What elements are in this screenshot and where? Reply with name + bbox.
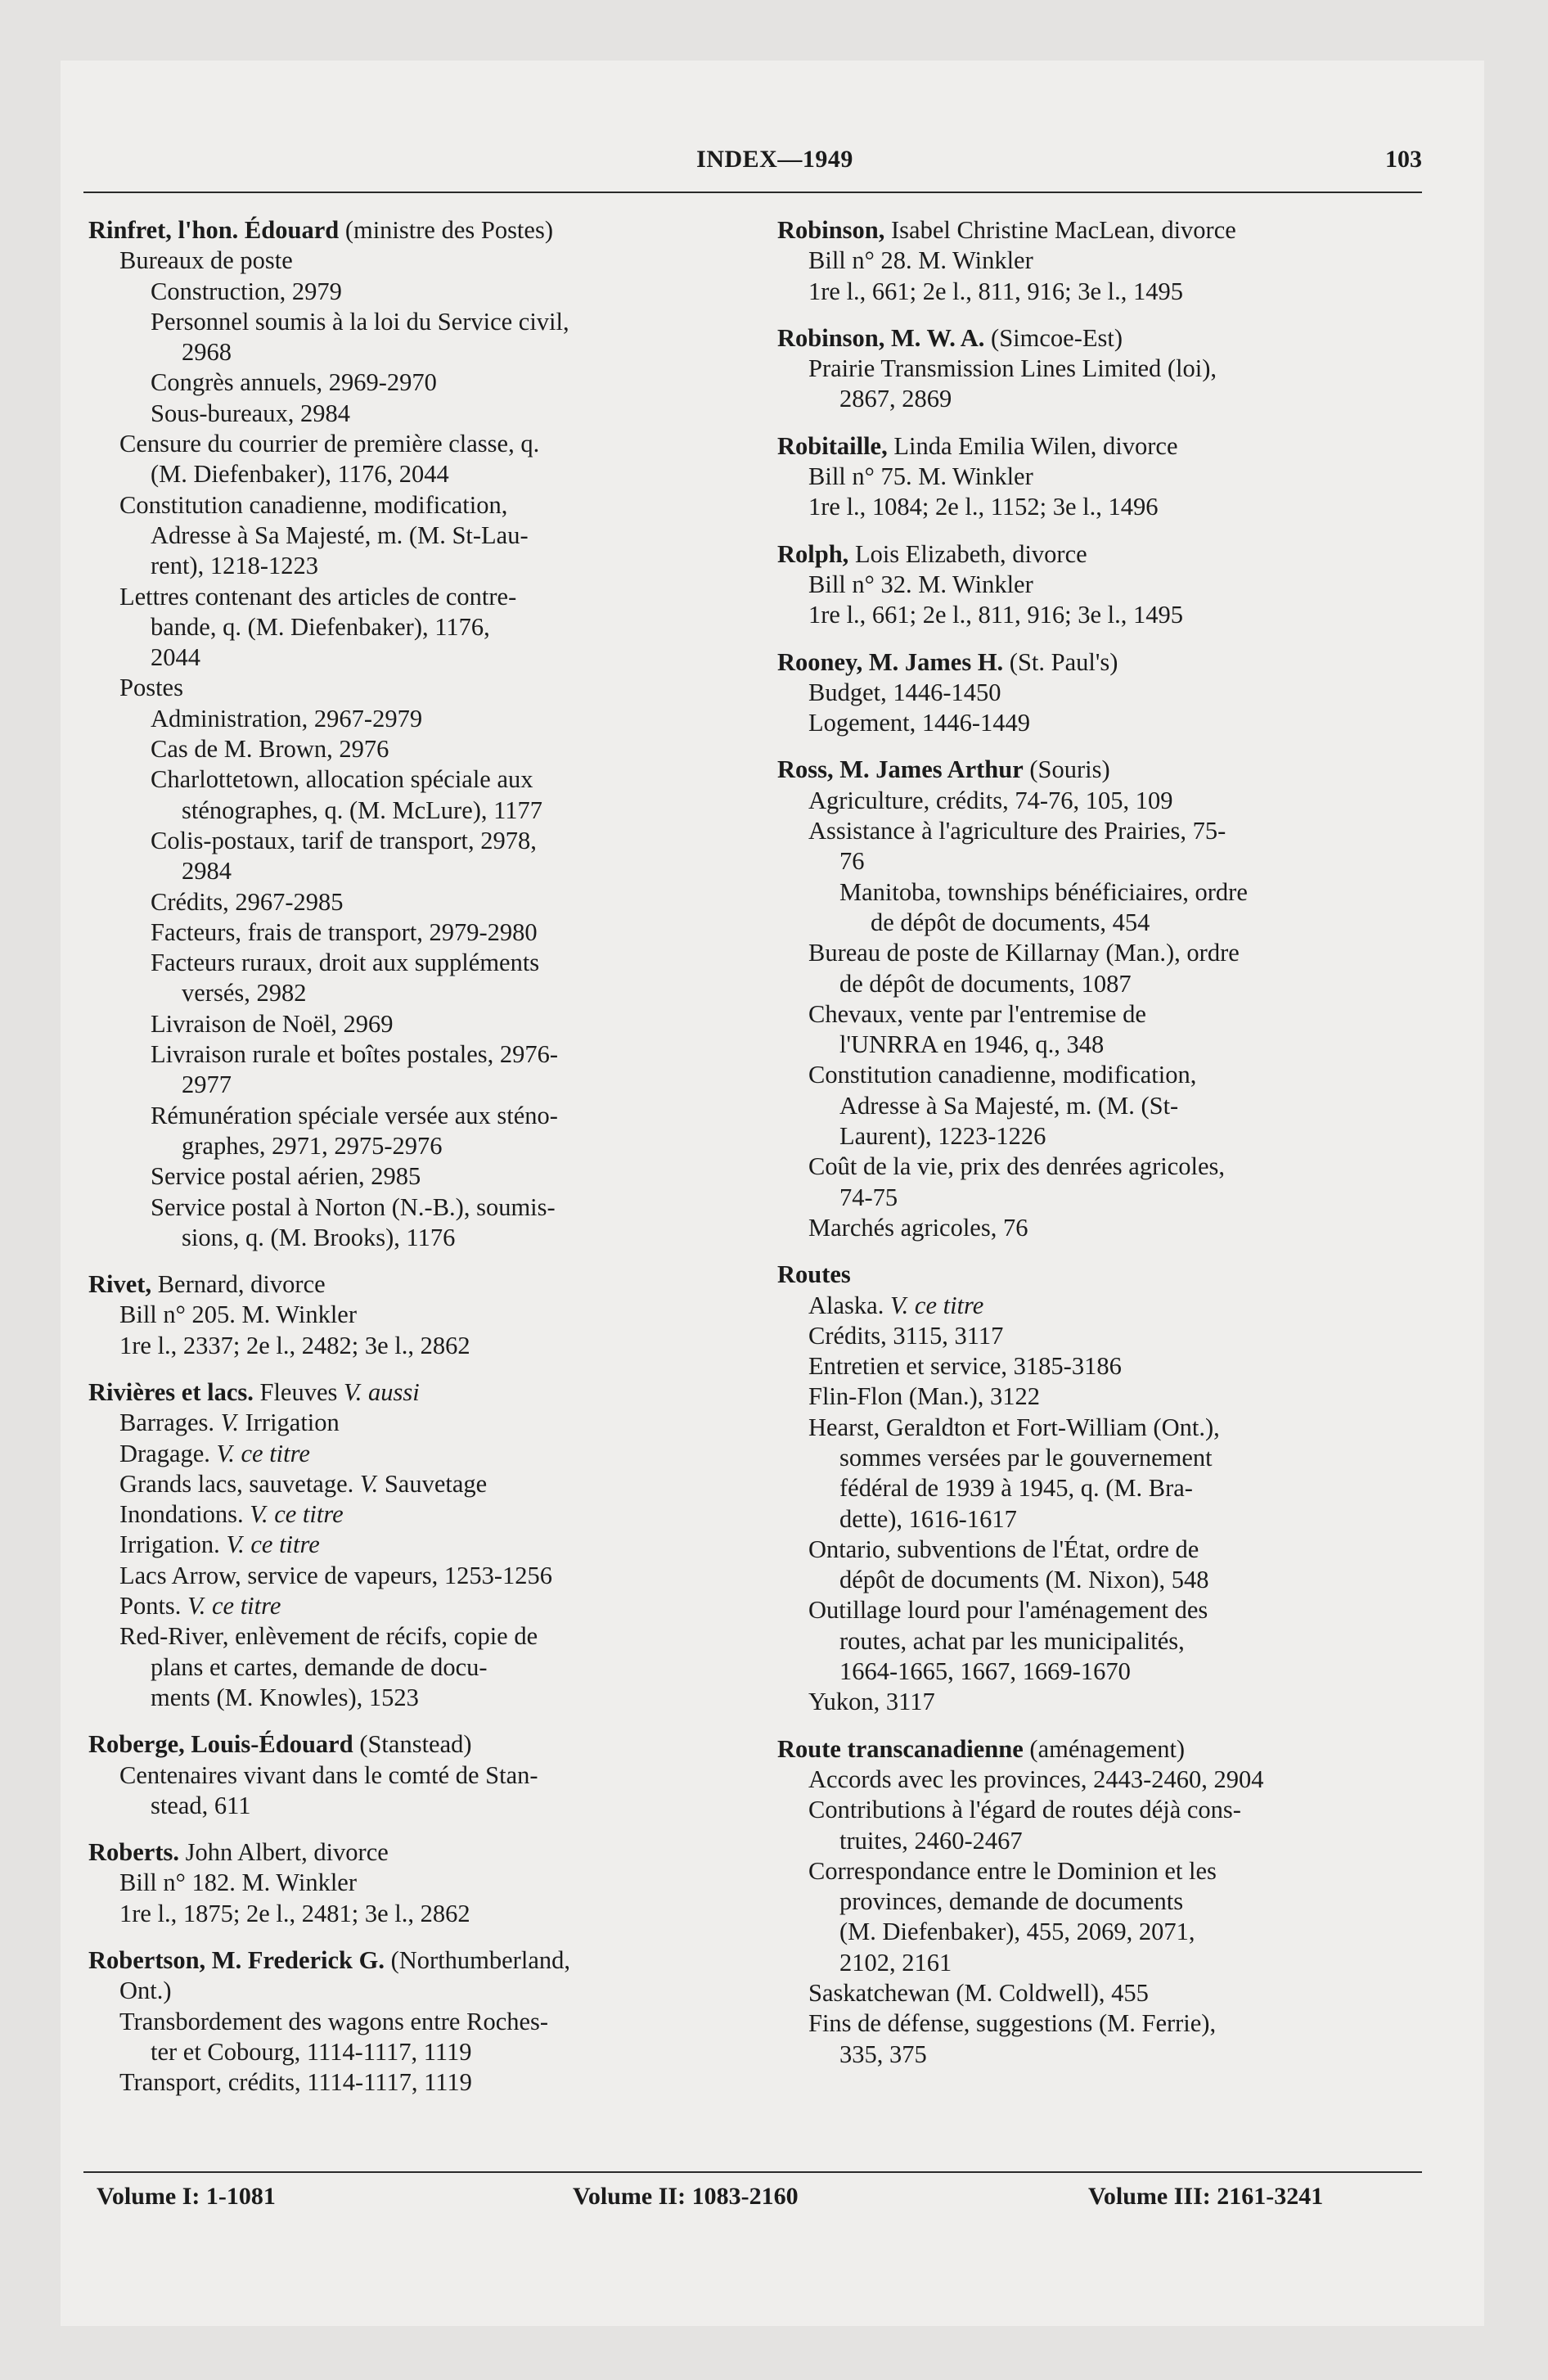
entry-text: Crédits, 3115, 3117 (808, 1321, 1004, 1350)
entry-text: Agriculture, crédits, 74-76, 105, 109 (808, 786, 1173, 814)
entry-text: Livraison rurale et boîtes postales, 2976- (151, 1040, 559, 1069)
entry-heading: Robinson, (777, 216, 885, 244)
entry-text: Bernard, divorce (151, 1270, 326, 1299)
entry-heading-line (777, 539, 1424, 570)
entry-text: Service postal à Norton (N.-B.), soumis- (151, 1192, 556, 1221)
entry-text: Charlottetown, allocation spéciale aux (151, 765, 533, 794)
entry-text: (M. Diefenbaker), 455, 2069, 2071, (839, 1918, 1195, 1946)
entry-text: (Simcoe-Est) (984, 323, 1123, 352)
entry-heading: Rivet, (88, 1270, 152, 1299)
entry-heading-line (777, 215, 1424, 246)
entry-text: Flin-Flon (Man.), 3122 (808, 1382, 1040, 1411)
entry-line (777, 1565, 1424, 1595)
entry-text: Facteurs, frais de transport, 2979-2980 (151, 917, 538, 946)
entry-text: Red-River, enlèvement de récifs, copie de (119, 1622, 538, 1651)
entry-line (88, 1791, 735, 1821)
entry-line (777, 1091, 1424, 1121)
entry-line (88, 1760, 735, 1791)
entry-text: (M. Diefenbaker), 1176, 2044 (151, 460, 449, 489)
entry-line (88, 490, 735, 521)
entry-heading: Rivières et lacs. (88, 1377, 254, 1406)
entry-text: ter et Cobourg, 1114-1117, 1119 (151, 2037, 472, 2066)
entry-line (777, 1183, 1424, 1213)
entry-text: rent), 1218-1223 (151, 552, 318, 580)
entry-line (88, 1070, 735, 1100)
entry-heading: Roberge, Louis-Édouard (88, 1730, 353, 1759)
entry-line (777, 384, 1424, 414)
entry-text: Logement, 1446-1449 (808, 709, 1031, 737)
entry-text: 2968 (182, 338, 232, 367)
entry-line (777, 1121, 1424, 1152)
index-entry (88, 1269, 735, 1361)
entry-heading-line (777, 755, 1424, 785)
entry-text: Bill n° 205. M. Winkler (119, 1300, 357, 1329)
entry-line (777, 1413, 1424, 1443)
entry-line (777, 1948, 1424, 1978)
entry-line (777, 1152, 1424, 1182)
entry-line (88, 307, 735, 337)
entry-text: Congrès annuels, 2969-2970 (151, 368, 437, 397)
entry-text: Alaska. (808, 1291, 884, 1319)
cross-reference: V. (353, 1469, 379, 1498)
entry-text: Laurent), 1223-1226 (839, 1122, 1046, 1151)
entry-heading-line (777, 323, 1424, 354)
entry-line (88, 978, 735, 1008)
entry-heading-line (777, 431, 1424, 462)
entry-text: Barrages. (119, 1409, 215, 1437)
entry-line (88, 642, 735, 673)
entry-line (88, 521, 735, 551)
entry-line (88, 1469, 735, 1499)
entry-text: Outillage lourd pour l'aménagement des (808, 1596, 1208, 1625)
header-rule (83, 192, 1422, 193)
index-column-right (777, 215, 1424, 2086)
index-entry (777, 215, 1424, 307)
entry-text: Isabel Christine MacLean, divorce (884, 216, 1236, 244)
entry-text: 1re l., 1875; 2e l., 2481; 3e l., 2862 (119, 1899, 470, 1927)
entry-text: ments (M. Knowles), 1523 (151, 1683, 419, 1711)
entry-text: Bill n° 32. M. Winkler (808, 570, 1033, 598)
entry-line (88, 1561, 735, 1591)
entry-line (777, 1856, 1424, 1886)
entry-text: (ministre des Postes) (339, 216, 553, 244)
page-title: INDEX—1949 (696, 146, 853, 173)
entry-line (777, 570, 1424, 600)
entry-heading-line (777, 1260, 1424, 1290)
entry-line (88, 277, 735, 307)
entry-line (777, 354, 1424, 384)
cross-reference: V. (214, 1409, 239, 1437)
entry-line (777, 1213, 1424, 1243)
entry-line (777, 1060, 1424, 1090)
index-entry (88, 1377, 735, 1713)
entry-heading: Robitaille, (777, 431, 888, 460)
cross-reference: V. ce titre (884, 1291, 984, 1319)
entry-line (777, 1473, 1424, 1503)
entry-line (777, 1382, 1424, 1412)
entry-line (88, 796, 735, 826)
entry-line (777, 846, 1424, 877)
entry-text: Bill n° 28. M. Winkler (808, 246, 1033, 275)
entry-text: 1re l., 2337; 2e l., 2482; 3e l., 2862 (119, 1331, 470, 1359)
cross-reference: V. ce titre (181, 1592, 281, 1620)
index-entry (88, 1837, 735, 1929)
entry-text: de dépôt de documents, 454 (871, 908, 1150, 936)
entry-line (777, 969, 1424, 999)
entry-text: Yukon, 3117 (808, 1688, 935, 1716)
entry-line (777, 1443, 1424, 1473)
entry-line (777, 908, 1424, 938)
entry-heading-line (777, 1734, 1424, 1765)
entry-line (777, 1351, 1424, 1382)
index-entry (88, 1945, 735, 2098)
entry-text: fédéral de 1939 à 1945, q. (M. Bra- (839, 1474, 1193, 1503)
entry-text: 2977 (182, 1071, 232, 1099)
entry-heading: Rolph, (777, 539, 849, 568)
entry-line (88, 399, 735, 429)
entry-line (777, 1917, 1424, 1947)
entry-text: Construction, 2979 (151, 277, 342, 305)
entry-text: routes, achat par les municipalités, (839, 1626, 1185, 1655)
entry-line (88, 1131, 735, 1161)
entry-text: Fleuves (253, 1377, 338, 1406)
entry-text: Assistance à l'agriculture des Prairies, 75- (808, 817, 1226, 845)
entry-text: Rémunération spéciale versée aux sténo- (151, 1101, 558, 1129)
entry-text: plans et cartes, demande de docu- (151, 1652, 488, 1681)
footer-volume-2: Volume II: 1083-2160 (573, 2183, 799, 2210)
entry-text: Lois Elizabeth, divorce (848, 539, 1087, 568)
entry-text: 76 (839, 847, 865, 876)
entry-heading: Routes (777, 1260, 851, 1289)
entry-line (777, 2040, 1424, 2070)
entry-text: sténographes, q. (M. McLure), 1177 (182, 796, 543, 824)
entry-line (88, 1331, 735, 1361)
entry-text: 335, 375 (839, 2040, 927, 2068)
entry-text: Bureaux de poste (119, 246, 293, 275)
entry-text: Bureau de poste de Killarnay (Man.), ordre (808, 939, 1240, 967)
index-entry (777, 323, 1424, 415)
entry-text: Chevaux, vente par l'entremise de (808, 999, 1146, 1028)
entry-text: Lettres contenant des articles de contre- (119, 582, 517, 611)
entry-line (88, 367, 735, 398)
entry-line (88, 1408, 735, 1438)
entry-heading: Rooney, M. James H. (777, 647, 1004, 676)
entry-line (777, 1535, 1424, 1565)
entry-line (88, 826, 735, 856)
entry-line (88, 856, 735, 886)
entry-line (88, 1161, 735, 1192)
entry-text: Ontario, subventions de l'État, ordre de (808, 1535, 1199, 1563)
footer-volume-3: Volume III: 2161-3241 (1088, 2183, 1324, 2210)
entry-line (777, 877, 1424, 908)
entry-text: 2102, 2161 (839, 1948, 952, 1977)
page-header (128, 146, 1422, 185)
index-entry (88, 215, 735, 1253)
entry-line (777, 999, 1424, 1030)
entry-text: Cas de M. Brown, 2976 (151, 735, 389, 764)
entry-text: Censure du courrier de première classe, q. (119, 430, 540, 458)
index-entry (777, 1260, 1424, 1717)
entry-line (88, 887, 735, 917)
entry-line (88, 1223, 735, 1253)
entry-line (88, 1499, 735, 1530)
entry-line (88, 2007, 735, 2037)
entry-heading-line (88, 1945, 735, 1976)
entry-text: 1re l., 661; 2e l., 811, 916; 3e l., 1495 (808, 277, 1184, 305)
entry-line (88, 734, 735, 764)
entry-text: Hearst, Geraldton et Fort-William (Ont.), (808, 1413, 1220, 1441)
entry-line (777, 277, 1424, 307)
cross-reference-target: Irrigation (238, 1409, 340, 1437)
page-number: 103 (1385, 146, 1422, 173)
entry-line (88, 612, 735, 642)
entry-line (777, 246, 1424, 276)
entry-text: (Souris) (1023, 755, 1110, 784)
entry-text: stead, 611 (151, 1791, 251, 1819)
entry-text: 1re l., 661; 2e l., 811, 916; 3e l., 1495 (808, 601, 1184, 629)
entry-line (88, 1530, 735, 1560)
entry-line (777, 938, 1424, 968)
entry-text: Dragage. (119, 1439, 210, 1467)
entry-text: Facteurs ruraux, droit aux suppléments (151, 949, 540, 977)
entry-line (88, 1009, 735, 1039)
cross-reference: V. ce titre (219, 1530, 320, 1559)
entry-text: Transport, crédits, 1114-1117, 1119 (119, 2068, 472, 2097)
entry-text: Transbordement des wagons entre Roches- (119, 2007, 549, 2035)
entry-line (88, 2067, 735, 2098)
entry-text: Fins de défense, suggestions (M. Ferrie), (808, 2009, 1217, 2038)
entry-line (88, 459, 735, 489)
entry-text: 74-75 (839, 1183, 898, 1211)
entry-text: John Albert, divorce (178, 1838, 389, 1867)
entry-text: Inondations. (119, 1500, 244, 1529)
entry-text: Contributions à l'égard de routes déjà cons- (808, 1796, 1241, 1824)
entry-text: Coût de la vie, prix des denrées agricoles, (808, 1152, 1226, 1181)
entry-heading: Rinfret, l'hon. Édouard (88, 216, 340, 244)
entry-text: Personnel soumis à la loi du Service civil, (151, 307, 569, 336)
entry-text: Crédits, 2967-2985 (151, 887, 344, 916)
entry-text: Constitution canadienne, modification, (119, 490, 508, 519)
entry-line (777, 786, 1424, 816)
entry-heading: Ross, M. James Arthur (777, 755, 1024, 784)
entry-line (777, 462, 1424, 492)
entry-text: Manitoba, townships bénéficiaires, ordre (839, 877, 1248, 906)
entry-line (777, 1595, 1424, 1625)
entry-line (777, 1687, 1424, 1717)
entry-line (777, 1886, 1424, 1917)
entry-heading: Roberts. (88, 1838, 179, 1867)
entry-line (777, 1978, 1424, 2008)
cross-reference-target: Sauvetage (378, 1469, 488, 1498)
entry-text: Grands lacs, sauvetage. (119, 1469, 354, 1498)
entry-line (777, 1626, 1424, 1657)
entry-text: Linda Emilia Wilen, divorce (887, 431, 1178, 460)
entry-text: (Stanstead) (353, 1730, 472, 1759)
entry-line (88, 1439, 735, 1469)
entry-heading-line (88, 1377, 735, 1408)
entry-line (777, 1321, 1424, 1351)
entry-text: sommes versées par le gouvernement (839, 1443, 1213, 1472)
entry-line (88, 948, 735, 978)
entry-line (777, 1826, 1424, 1856)
index-entry (777, 539, 1424, 631)
entry-text: de dépôt de documents, 1087 (839, 969, 1132, 998)
entry-line (88, 246, 735, 276)
entry-heading-line (88, 1837, 735, 1868)
entry-line (88, 1652, 735, 1683)
entry-line (777, 492, 1424, 522)
entry-line (777, 1765, 1424, 1795)
entry-text: dépôt de documents (M. Nixon), 548 (839, 1566, 1209, 1594)
entry-line (88, 1868, 735, 1898)
entry-text: bande, q. (M. Diefenbaker), 1176, (151, 612, 490, 641)
cross-reference: V. ce titre (243, 1500, 344, 1529)
entry-text: graphes, 2971, 2975-2976 (182, 1131, 443, 1160)
entry-text: 2867, 2869 (839, 385, 952, 413)
entry-text: (Northumberland, (384, 1946, 570, 1975)
entry-text: 1re l., 1084; 2e l., 1152; 3e l., 1496 (808, 493, 1159, 521)
entry-line (777, 678, 1424, 708)
entry-line (777, 600, 1424, 630)
entry-text: Accords avec les provinces, 2443-2460, 2904 (808, 1765, 1264, 1793)
entry-text: 2044 (151, 643, 200, 672)
entry-text: Service postal aérien, 2985 (151, 1162, 421, 1191)
entry-text: Administration, 2967-2979 (151, 704, 423, 732)
entry-heading-line (777, 647, 1424, 678)
entry-text: Entretien et service, 3185-3186 (808, 1352, 1122, 1381)
entry-line (88, 582, 735, 612)
entry-line (88, 1101, 735, 1131)
entry-text: (St. Paul's) (1003, 647, 1118, 676)
index-column-left (88, 215, 735, 2115)
index-entry (777, 647, 1424, 739)
entry-heading-line (88, 1729, 735, 1760)
entry-text: truites, 2460-2467 (839, 1826, 1023, 1855)
cross-reference: V. ce titre (209, 1439, 310, 1467)
entry-line (777, 1795, 1424, 1825)
entry-line (88, 917, 735, 948)
entry-text: versés, 2982 (182, 979, 307, 1007)
entry-line (88, 1621, 735, 1652)
entry-text: Prairie Transmission Lines Limited (loi), (808, 354, 1217, 383)
entry-line (88, 704, 735, 734)
entry-text: Marchés agricoles, 76 (808, 1213, 1028, 1242)
entry-text: Adresse à Sa Majesté, m. (M. (St- (839, 1091, 1179, 1120)
index-entry (777, 431, 1424, 523)
entry-line (88, 429, 735, 459)
entry-line (88, 2037, 735, 2067)
entry-heading: Robertson, M. Frederick G. (88, 1946, 385, 1975)
entry-text: Centenaires vivant dans le comté de Stan- (119, 1760, 538, 1789)
entry-text: Sous-bureaux, 2984 (151, 399, 350, 427)
entry-text: l'UNRRA en 1946, q., 348 (839, 1030, 1105, 1059)
entry-text: (aménagement) (1023, 1734, 1186, 1763)
entry-line (88, 673, 735, 703)
entry-heading: Robinson, M. W. A. (777, 323, 985, 352)
entry-line (88, 1300, 735, 1330)
entry-text: Ont.) (119, 1977, 172, 2005)
entry-line (777, 2008, 1424, 2039)
index-entry (777, 1734, 1424, 2070)
entry-text: Livraison de Noël, 2969 (151, 1009, 394, 1038)
index-entry (88, 1729, 735, 1821)
entry-text: dette), 1616-1617 (839, 1504, 1017, 1533)
entry-text: provinces, demande de documents (839, 1887, 1184, 1916)
entry-line (777, 1291, 1424, 1321)
footer-volume-1: Volume I: 1-1081 (97, 2183, 276, 2210)
entry-heading-line (88, 215, 735, 246)
entry-line (88, 551, 735, 581)
entry-line (88, 764, 735, 795)
entry-line (88, 1591, 735, 1621)
entry-text: 2984 (182, 857, 232, 886)
entry-line (777, 816, 1424, 846)
entry-text: Colis-postaux, tarif de transport, 2978, (151, 826, 537, 854)
entry-heading-line (88, 1269, 735, 1300)
entry-text: Bill n° 182. M. Winkler (119, 1868, 357, 1897)
entry-text: Lacs Arrow, service de vapeurs, 1253-1256 (119, 1561, 553, 1589)
entry-line (88, 1683, 735, 1713)
entry-heading: Route transcanadienne (777, 1734, 1024, 1763)
entry-text: Postes (119, 674, 183, 702)
footer-rule (83, 2171, 1422, 2173)
entry-line (777, 1030, 1424, 1060)
index-entry (777, 755, 1424, 1243)
entry-line (88, 1899, 735, 1929)
entry-line (88, 1192, 735, 1223)
entry-text: Adresse à Sa Majesté, m. (M. St-Lau- (151, 521, 529, 549)
entry-line (777, 1657, 1424, 1687)
cross-reference: V. aussi (337, 1377, 420, 1406)
entry-text: Constitution canadienne, modification, (808, 1061, 1197, 1089)
entry-line (777, 1504, 1424, 1535)
entry-line (777, 708, 1424, 738)
entry-line (88, 1976, 735, 2006)
entry-text: sions, q. (M. Brooks), 1176 (182, 1223, 456, 1251)
entry-text: Budget, 1446-1450 (808, 678, 1001, 706)
entry-text: Correspondance entre le Dominion et les (808, 1856, 1217, 1885)
entry-text: Bill n° 75. M. Winkler (808, 462, 1033, 491)
entry-text: 1664-1665, 1667, 1669-1670 (839, 1657, 1131, 1686)
entry-text: Irrigation. (119, 1530, 220, 1559)
entry-text: Saskatchewan (M. Coldwell), 455 (808, 1979, 1149, 2008)
entry-text: Ponts. (119, 1592, 182, 1620)
entry-line (88, 337, 735, 367)
entry-line (88, 1039, 735, 1070)
